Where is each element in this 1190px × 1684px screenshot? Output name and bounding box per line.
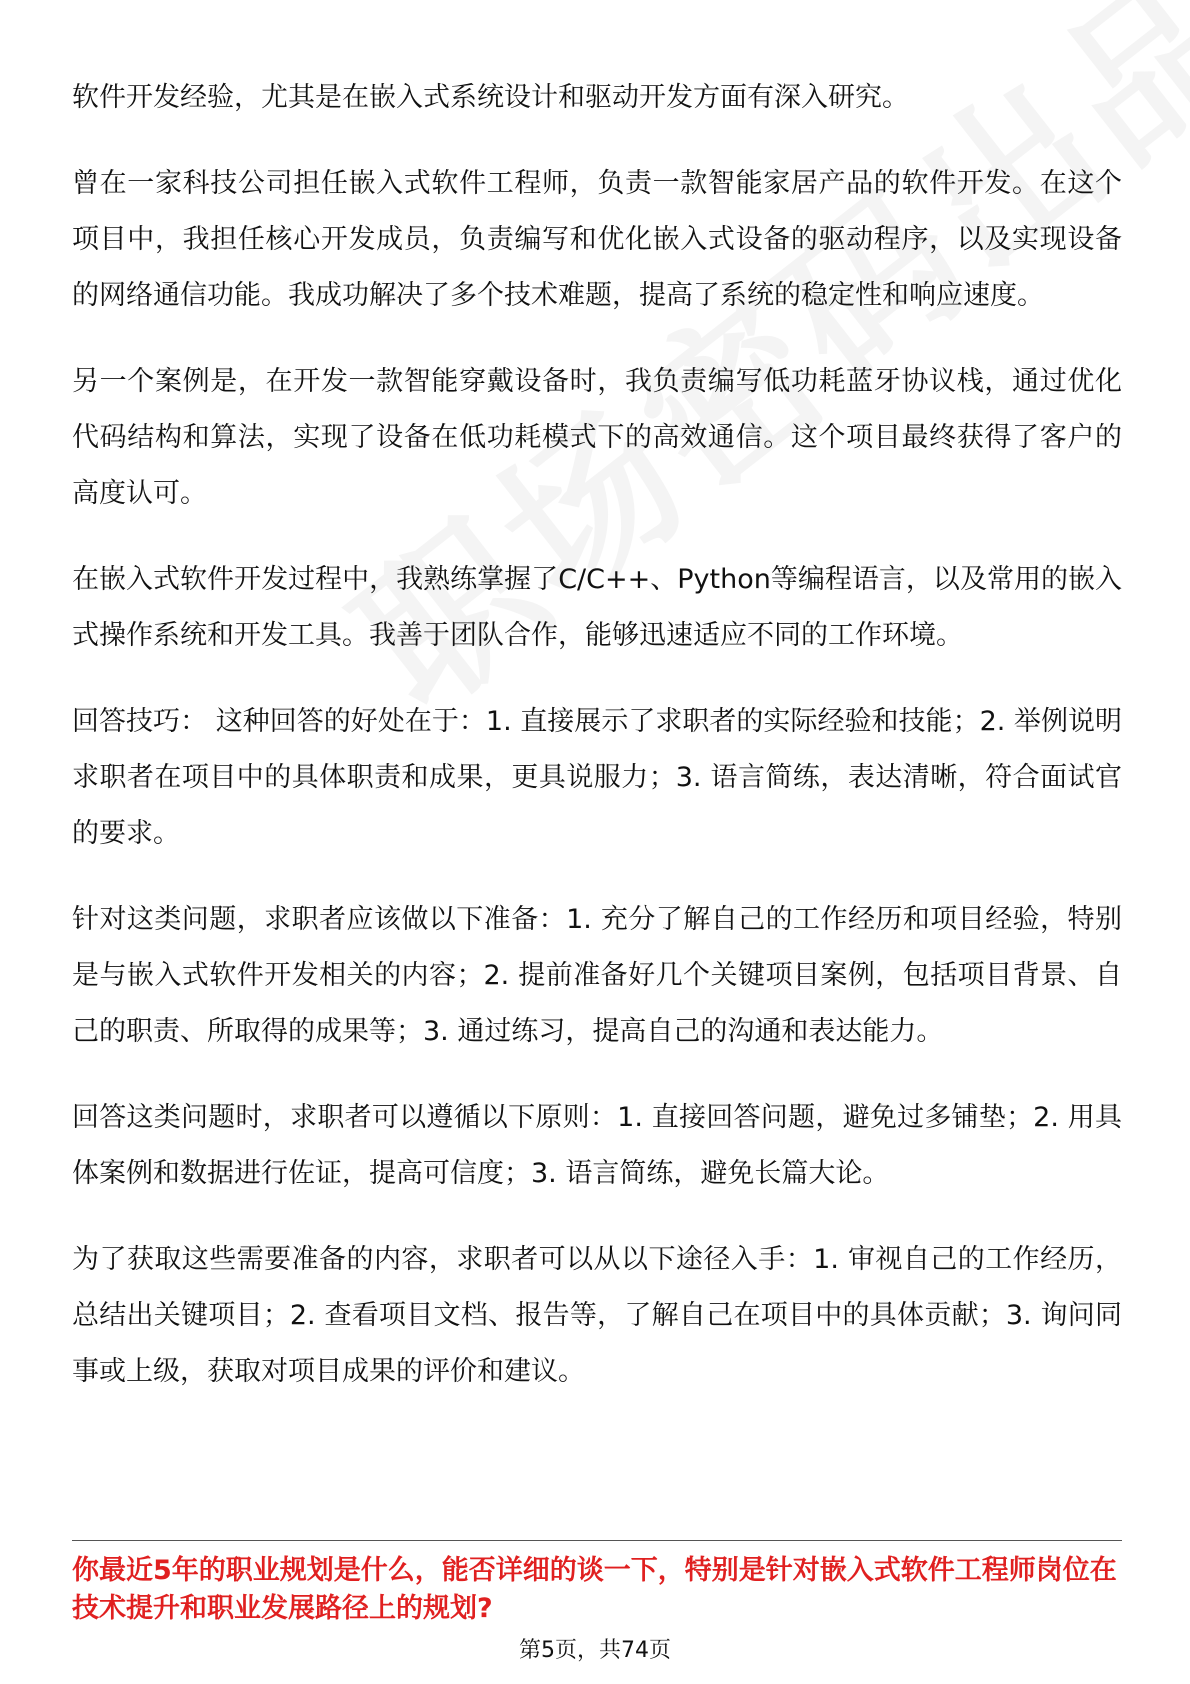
page-number: 第5页，共74页 <box>519 1638 671 1663</box>
section-divider <box>72 1540 1122 1541</box>
document-body <box>72 70 1122 1430</box>
paragraph-smart-home-case: 曾在一家科技公司担任嵌入式软件工程师，负责一款智能家居产品的软件开发。在这个项目中，我担任核心开发成员，负责编写和优化嵌入式设备的驱动程序，以及实现设备的网络通信功能。我成功解决了多个技术难题，提高了系统的稳定性和响应速度。 <box>72 168 1122 311</box>
paragraph-answer-tips: 回答技巧： 这种回答的好处在于：1. 直接展示了求职者的实际经验和技能；2. 举例说明求职者在项目中的具体职责和成果，更具说服力；3. 语言简练，表达清晰，符合面试官的要求。 <box>72 706 1122 849</box>
paragraph-sources: 为了获取这些需要准备的内容，求职者可以从以下途径入手：1. 审视自己的工作经历，总结出关键项目；2. 查看项目文档、报告等，了解自己在项目中的具体贡献；3. 询问同事或上级，获取对项目成果的评价和建议。 <box>72 1244 1122 1387</box>
paragraph-skills: 在嵌入式软件开发过程中，我熟练掌握了C/C++、Python等编程语言，以及常用的嵌入式操作系统和开发工具。我善于团队合作，能够迅速适应不同的工作环境。 <box>72 564 1122 651</box>
paragraph-intro-continuation: 软件开发经验，尤其是在嵌入式系统设计和驱动开发方面有深入研究。 <box>72 82 909 113</box>
paragraph-preparation: 针对这类问题，求职者应该做以下准备：1. 充分了解自己的工作经历和项目经验，特别是与嵌入式软件开发相关的内容；2. 提前准备好几个关键项目案例，包括项目背景、自己的职责、所取得的成果等；3. 通过练习，提高自己的沟通和表达能力。 <box>72 904 1122 1047</box>
paragraph-wearable-case: 另一个案例是，在开发一款智能穿戴设备时，我负责编写低功耗蓝牙协议栈，通过优化代码结构和算法，实现了设备在低功耗模式下的高效通信。这个项目最终获得了客户的高度认可。 <box>72 366 1122 509</box>
next-question-heading: 你最近5年的职业规划是什么，能否详细的谈一下，特别是针对嵌入式软件工程师岗位在技术提升和职业发展路径上的规划? <box>72 1555 1117 1624</box>
paragraph-principles: 回答这类问题时，求职者可以遵循以下原则：1. 直接回答问题，避免过多铺垫；2. 用具体案例和数据进行佐证，提高可信度；3. 语言简练，避免长篇大论。 <box>72 1102 1122 1189</box>
